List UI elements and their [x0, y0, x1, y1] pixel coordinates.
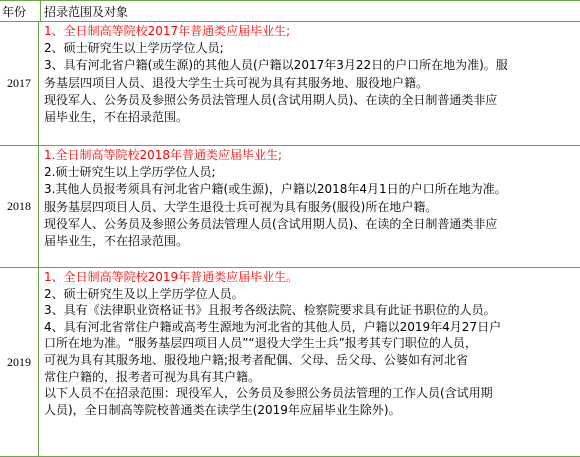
scope-line: 1、全日制高等院校2019年普通类应届毕业生。 [44, 270, 299, 284]
scope-line: 务基层四项目人员、退役大学生士兵可视为具有其服务地、服役地户籍。 [44, 75, 429, 90]
scope-line: 3、具有《法律职业资格证书》且报考各级法院、检察院要求具有此证书职位的人员。 [44, 303, 496, 318]
scope-line: 服务基层四项目人员、大学生退役士兵可视为具有服务(服役)所在地户籍。 [44, 199, 438, 214]
year-cell: 2018 [0, 146, 39, 267]
scope-column-header: 招录范围及对象 [44, 4, 129, 19]
year-cell: 2019 [0, 268, 39, 456]
scope-cell [39, 146, 580, 267]
scope-line: 届毕业生，不在招录范围。 [44, 234, 189, 249]
scope-line: 1.全日制高等院校2018年普通类应届毕业生; [44, 148, 283, 162]
scope-line: 届毕业生，不在招录范围。 [44, 110, 189, 125]
table-header-row [0, 0, 580, 22]
table-row-2019 [0, 268, 580, 457]
scope-line: 可视为具有其服务地、服役地户籍;报考者配偶、父母、岳父母、公婆如有河北省 [44, 352, 469, 367]
table-row-2017 [0, 22, 580, 146]
scope-line: 2.硕士研究生以上学历学位人员; [44, 165, 216, 180]
scope-column-header-cell [39, 1, 580, 21]
scope-line: 3、具有河北省户籍(或生源)的其他人员(户籍以2017年3月22日的户口所在地为准)。服 [44, 58, 508, 73]
scope-cell [39, 22, 580, 145]
table-row-2018 [0, 146, 580, 268]
scope-line: 1、全日制高等院校2017年普通类应届毕业生; [44, 24, 291, 38]
scope-line: 人员)，全日制高等院校普通类在读学生(2019年应届毕业生除外)。 [44, 402, 401, 417]
scope-line: 4、具有河北省常住户籍或高考生源地为河北省的其他人员，户籍以2019年4月27日户 [44, 319, 502, 334]
scope-line: 口所在地为准。“服务基层四项目人员”“退役大学生士兵”报考其专门职位的人员， [44, 336, 477, 351]
scope-line: 现役军人、公务员及参照公务员法管理人员(含试用期人员)、在读的全日制普通类非应 [44, 92, 498, 107]
scope-line: 以下人员不在招录范围：现役军人，公务员及参照公务员法管理的工作人员(含试用期 [44, 386, 493, 401]
scope-line: 3.其他人员报考须具有河北省户籍(或生源)，户籍以2018年4月1日的户口所在地为准。 [44, 182, 507, 197]
scope-line: 2、硕士研究生以上学历学位人员; [44, 41, 224, 56]
scope-line: 现役军人、公务员及参照公务员法管理人员(含试用期人员)、在读的全日制普通类非应 [44, 216, 498, 231]
scope-line: 常住户籍的，报考者可视为具有其户籍。 [44, 369, 261, 384]
year-cell: 2017 [0, 22, 39, 145]
scope-line: 2、硕士研究生及以上学历学位人员。 [44, 286, 244, 301]
year-column-header: 年份 [0, 1, 41, 21]
scope-cell [39, 268, 580, 456]
